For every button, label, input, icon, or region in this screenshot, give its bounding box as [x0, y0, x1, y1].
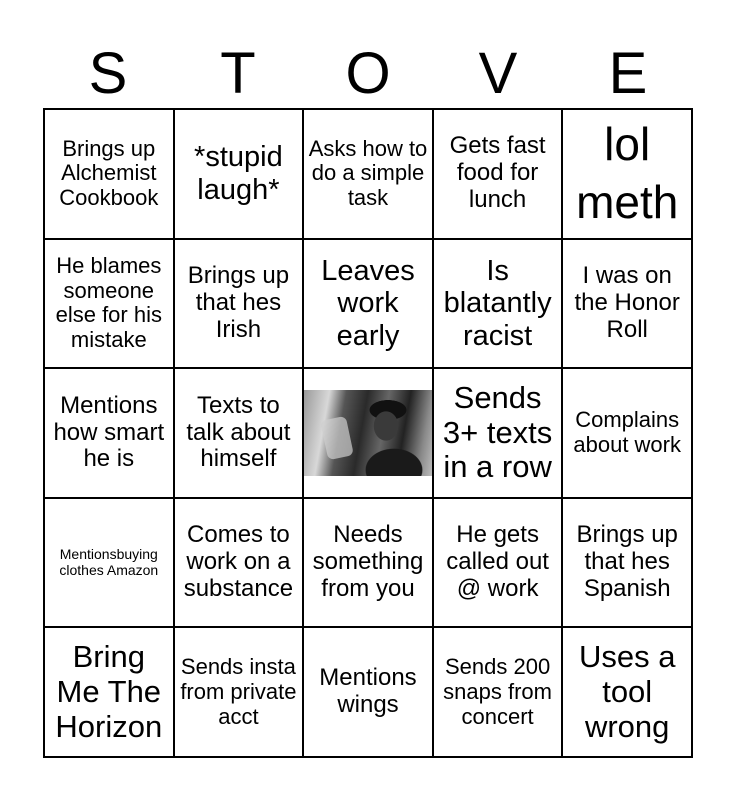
cell-text: Bring Me The Horizon: [55, 639, 163, 744]
cell-text: lol meth: [576, 118, 679, 228]
bingo-cell-r5c1[interactable]: [44, 627, 174, 757]
cell-text: *stupid laugh*: [194, 141, 283, 206]
free-space-photo: [304, 390, 432, 476]
cell-text: Leaves work early: [321, 254, 415, 352]
cell-text: Brings up Alchemist Cookbook: [59, 135, 159, 211]
bingo-cell-r5c2[interactable]: [174, 627, 304, 757]
bingo-cell-r5c4[interactable]: [433, 627, 563, 757]
header-letter-o: O: [345, 41, 391, 106]
cell-text: I was on the Honor Roll: [574, 262, 680, 343]
bingo-cell-r4c2[interactable]: [174, 498, 304, 628]
bingo-cell-r1c5[interactable]: [562, 109, 692, 239]
bingo-cell-r2c1[interactable]: [44, 239, 174, 369]
cell-text: Mentions wings: [319, 664, 417, 719]
bingo-cell-r4c4[interactable]: [433, 498, 563, 628]
bingo-cell-r2c5[interactable]: [562, 239, 692, 369]
cell-text: Complains about work: [573, 407, 681, 457]
cell-text: He blames someone else for his mistake: [55, 253, 162, 353]
bingo-cell-r4c3[interactable]: [303, 498, 433, 628]
bingo-cell-r3c4[interactable]: [433, 368, 563, 498]
bingo-cell-r2c2[interactable]: [174, 239, 304, 369]
cell-text: Sends 200 snaps from concert: [443, 654, 552, 729]
cell-text: Mentions how smart he is: [53, 391, 165, 473]
bingo-board: [43, 108, 693, 758]
bingo-cell-r2c3[interactable]: [303, 239, 433, 369]
header-letter-v: V: [478, 41, 518, 106]
bingo-cell-r3c5[interactable]: [562, 368, 692, 498]
cell-text: Mentionsbuying clothes Amazon: [59, 545, 159, 578]
bingo-cell-r1c3[interactable]: [303, 109, 433, 239]
cell-text: Asks how to do a simple task: [308, 135, 428, 211]
cell-text: Needs something from you: [312, 521, 424, 603]
bingo-cell-r1c4[interactable]: [433, 109, 563, 239]
bingo-cell-r1c1[interactable]: [44, 109, 174, 239]
cell-text: Brings up that hes Irish: [187, 262, 290, 343]
bingo-cell-r4c1[interactable]: [44, 498, 174, 628]
cell-text: Brings up that hes Spanish: [576, 521, 678, 603]
header-letter-e: E: [608, 41, 648, 106]
header-letter-t: T: [220, 41, 256, 106]
bingo-cell-r3c2[interactable]: [174, 368, 304, 498]
bingo-header: [43, 40, 693, 108]
header-letter-s: S: [88, 41, 128, 106]
cell-text: Is blatantly racist: [443, 254, 552, 352]
bingo-cell-r2c4[interactable]: [433, 239, 563, 369]
bingo-cell-free-photo[interactable]: [303, 368, 433, 498]
cell-text: He gets called out @ work: [446, 521, 549, 603]
bingo-cell-r4c5[interactable]: [562, 498, 692, 628]
bingo-cell-r1c2[interactable]: [174, 109, 304, 239]
bingo-cell-r5c3[interactable]: [303, 627, 433, 757]
cell-text: Uses a tool wrong: [578, 639, 676, 744]
bingo-cell-r3c1[interactable]: [44, 368, 174, 498]
cell-text: Texts to talk about himself: [186, 391, 291, 473]
cell-text: Comes to work on a substance: [183, 521, 294, 603]
bingo-cell-r5c5[interactable]: [562, 627, 692, 757]
cell-text: Gets fast food for lunch: [449, 132, 546, 214]
cell-text: Sends insta from private acct: [180, 654, 297, 729]
cell-text: Sends 3+ texts in a row: [442, 379, 553, 485]
